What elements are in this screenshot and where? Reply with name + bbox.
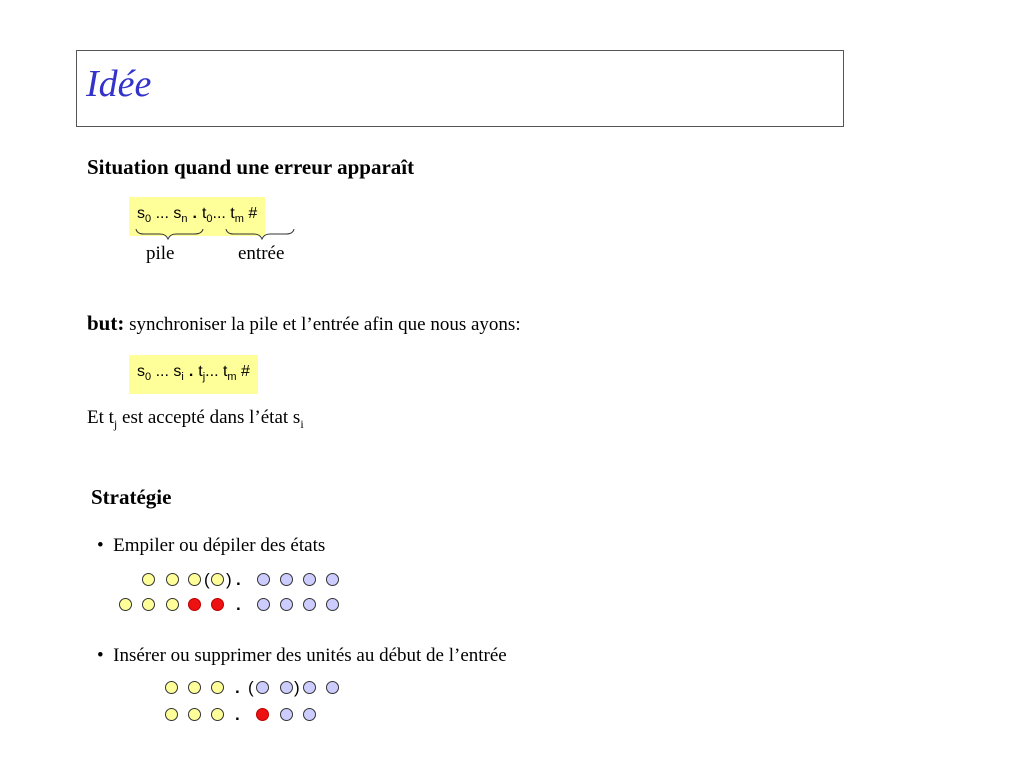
input-ellipsis: ... — [212, 205, 231, 222]
input-circle-blue — [303, 708, 316, 721]
stack-last-index: i — [181, 371, 184, 384]
input-last-index: m — [234, 213, 244, 226]
state-circle-yellow — [188, 708, 201, 721]
state-circle-yellow — [211, 573, 224, 586]
bullet-2: • — [97, 645, 104, 666]
stack-input-dot: . — [236, 595, 241, 614]
state-circle-yellow — [166, 598, 179, 611]
input-last-symbol: t — [230, 205, 235, 222]
stack-ellipsis: ... — [151, 363, 174, 380]
title-box — [76, 50, 844, 127]
input-circle-blue — [280, 573, 293, 586]
paren-close: ) — [294, 678, 300, 697]
accept-sub-i: i — [300, 416, 304, 431]
paren-open: ( — [248, 678, 254, 697]
paren-close: ) — [226, 570, 232, 589]
input-last-symbol: t — [222, 363, 228, 380]
input-circle-blue — [257, 598, 270, 611]
entree-label: entrée — [238, 243, 285, 264]
goal-label: but: — [87, 311, 125, 335]
input-circle-blue — [280, 708, 293, 721]
stack-last-symbol: s — [173, 363, 182, 380]
strategy-item-1-text: Empiler ou dépiler des états — [113, 535, 326, 556]
state-circle-yellow — [211, 708, 224, 721]
state-circle-yellow — [188, 681, 201, 694]
state-circle-yellow — [142, 573, 155, 586]
input-circle-blue — [257, 573, 270, 586]
input-circle-blue — [280, 681, 293, 694]
stack-input-dot: . — [235, 705, 240, 724]
accept-sub-j: j — [113, 416, 118, 431]
paren-open: ( — [204, 570, 210, 589]
state-circle-yellow — [211, 681, 224, 694]
input-circle-blue — [303, 598, 316, 611]
accept-middle: est accepté dans l’état s — [117, 407, 301, 428]
state-circle-yellow — [188, 573, 201, 586]
input-circle-blue — [256, 681, 269, 694]
stack-input-separator: . — [192, 205, 197, 222]
state-circle-yellow — [119, 598, 132, 611]
input-circle-blue — [303, 573, 316, 586]
stack-first-index: 0 — [145, 213, 152, 226]
state-circle-yellow — [165, 708, 178, 721]
stack-first-symbol: s — [137, 363, 145, 380]
input-first-index: j — [202, 371, 206, 384]
underbraces — [130, 228, 300, 242]
input-circle-blue — [326, 598, 339, 611]
entree-brace-line — [226, 229, 294, 239]
strategy-item-2 — [97, 645, 507, 667]
input-first-symbol: t — [201, 205, 207, 222]
stack-input-dot: . — [235, 678, 240, 697]
situation-heading: Situation quand une erreur apparaît — [87, 155, 415, 179]
input-end-marker: # — [236, 363, 250, 380]
input-first-index: 0 — [206, 213, 213, 226]
stack-last-index: n — [181, 213, 188, 226]
input-circle-blue — [326, 573, 339, 586]
input-last-index: m — [227, 371, 237, 384]
state-circle-yellow — [165, 681, 178, 694]
input-circle-blue — [303, 681, 316, 694]
stack-ellipsis: ... — [151, 205, 174, 222]
strategy-item-1 — [97, 535, 325, 557]
state-circle-yellow — [166, 573, 179, 586]
input-circle-red — [256, 708, 269, 721]
goal-line — [87, 311, 521, 336]
bullet-1: • — [97, 535, 104, 556]
input-ellipsis: ... — [205, 363, 223, 380]
acceptance-line — [87, 407, 304, 432]
state-circle-red — [211, 598, 224, 611]
state-circle-red — [188, 598, 201, 611]
stack-last-symbol: s — [173, 205, 182, 222]
stack-input-separator: . — [188, 363, 194, 380]
stack-input-dot: . — [236, 570, 241, 589]
stack-first-symbol: s — [137, 205, 145, 222]
pile-brace-line — [136, 229, 203, 239]
input-first-symbol: t — [198, 363, 203, 380]
slide-title: Idée — [86, 63, 152, 105]
accept-prefix: Et t — [87, 407, 114, 428]
state-circle-yellow — [142, 598, 155, 611]
stack-first-index: 0 — [145, 371, 152, 384]
goal-text: synchroniser la pile et l’entrée afin que nous ayons: — [124, 314, 521, 335]
strategy-heading: Stratégie — [91, 485, 172, 509]
strategy-item-2-text: Insérer ou supprimer des unités au début de l’entrée — [113, 645, 507, 666]
target-configuration-formula — [129, 355, 258, 394]
input-circle-blue — [326, 681, 339, 694]
pile-label: pile — [146, 243, 175, 264]
input-circle-blue — [280, 598, 293, 611]
input-end-marker: # — [243, 205, 258, 222]
